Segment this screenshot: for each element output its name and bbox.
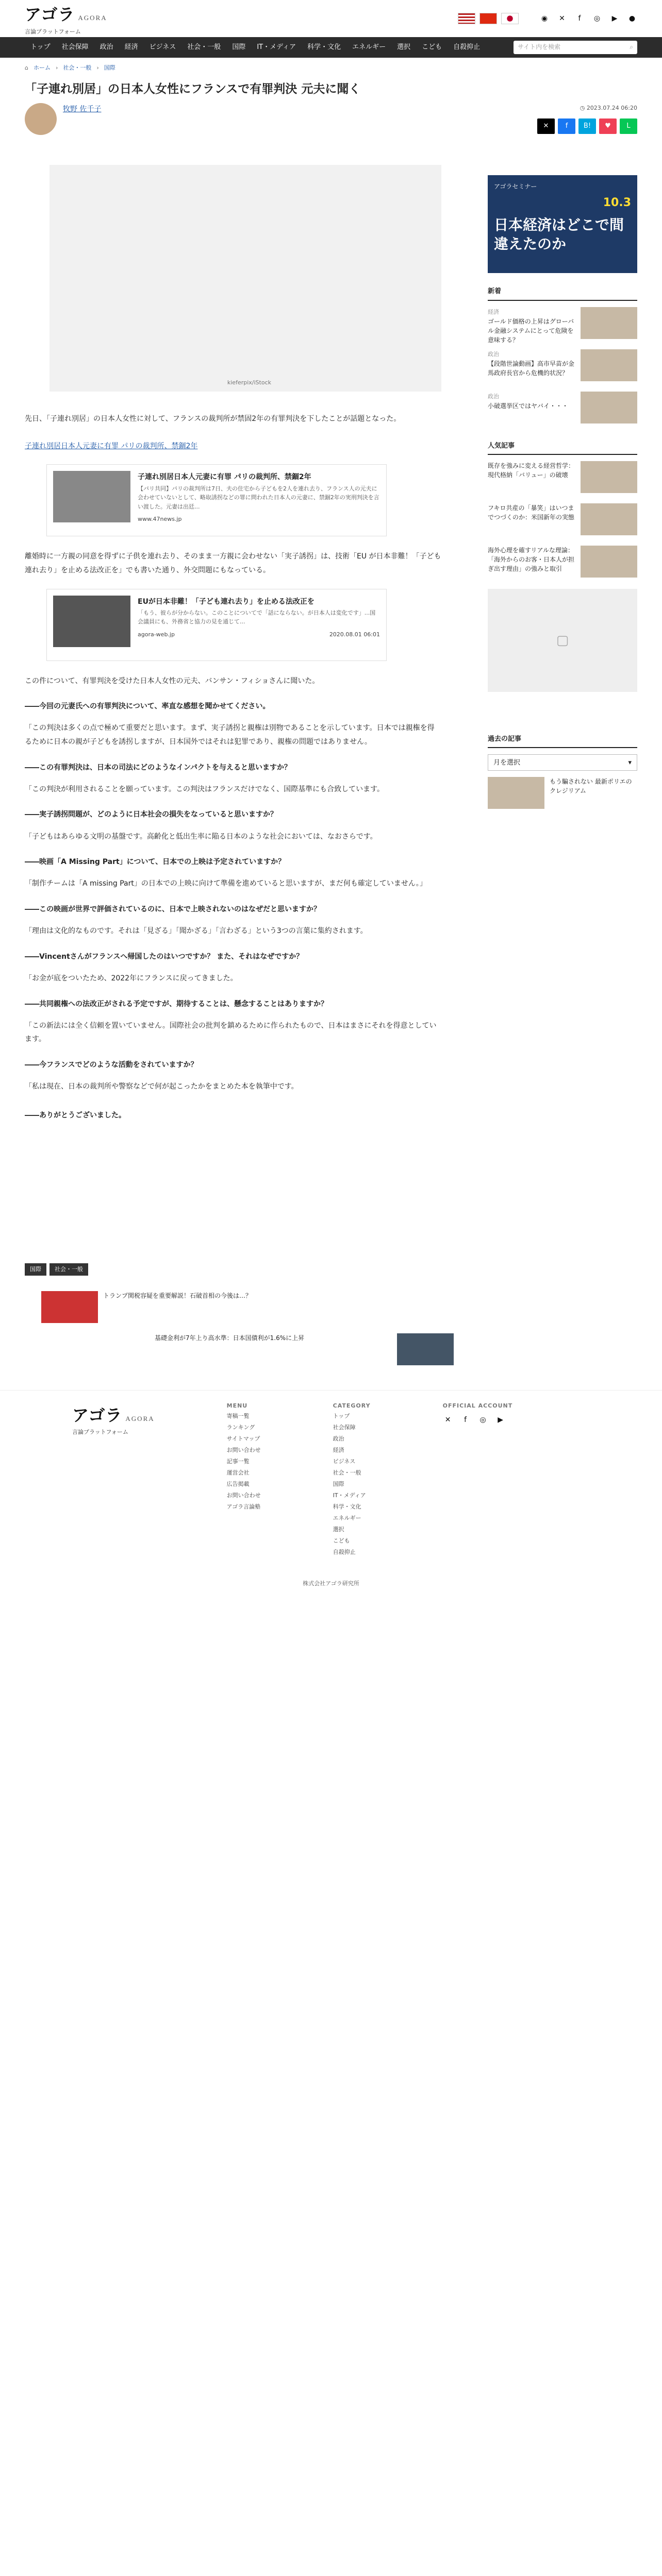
related-articles	[41, 1291, 454, 1369]
footer-category-item[interactable]: IT・メディア	[333, 1492, 366, 1499]
answer: 「子どもはあらゆる文明の基盤です。高齢化と低出生率に陥る日本のような社会においては、なおさらです。	[25, 832, 377, 841]
ranking-text: 既存を強みに変える経営哲学：現代格納「バリュー」の破壊	[488, 462, 575, 479]
link-card[interactable]	[46, 589, 387, 661]
facebook-icon[interactable]: f	[578, 14, 581, 23]
footer-menu-item[interactable]: お問い合わせ	[226, 1492, 261, 1499]
answer: 「この新法には全く信頼を置いていません。国際社会の批判を鎮めるために作られたもので、日本はまさにそれを得意としています。	[25, 1021, 437, 1044]
hero-image	[49, 165, 441, 392]
card-desc: 「もう、彼らが分からない。このことについてで「話にならない。が日本人は変化です」...国会議員にも、外務省と協力の見を通じて...	[138, 609, 376, 625]
breadcrumb-society[interactable]: 社会・一般	[63, 64, 92, 71]
banner-title: 日本経済はどこで間違えたのか	[494, 216, 624, 252]
site-footer	[0, 1390, 662, 1569]
footer-category-item[interactable]: 選択	[333, 1526, 344, 1533]
official-heading: OFFICIAL ACCOUNT	[442, 1402, 513, 1409]
question: ――Vincentさんがフランスへ帰国したのはいつですか？ また、それはなぜですか？	[25, 952, 304, 961]
author-block	[25, 103, 101, 135]
image-credit: kieferpix/iStock	[227, 379, 271, 386]
paragraph: 先日、「子連れ別居」の日本人女性に対して、フランスの裁判所が禁固2年の有罪判決を下したことが話題となった。	[25, 415, 401, 423]
footer-category-item[interactable]: 社会保障	[333, 1424, 356, 1431]
latest-heading: 新着	[488, 285, 637, 300]
latest-item[interactable]	[488, 392, 637, 428]
chevron-down-icon: ▾	[628, 759, 632, 767]
instagram-icon[interactable]: ◎	[593, 14, 601, 23]
footer-category-item[interactable]: 社会・一般	[333, 1469, 361, 1477]
nav-item[interactable]: 国際	[232, 43, 246, 51]
ranking-item[interactable]	[488, 503, 637, 539]
nav-item[interactable]: トップ	[30, 43, 51, 51]
ranking-text: 海外心理を確すリアルな理論：「海外からのお客・日本人が担ぎ出す理由」の強みと取引	[488, 547, 575, 573]
instagram-icon[interactable]: ◎	[479, 1416, 486, 1425]
nav-item[interactable]: IT・メディア	[257, 43, 296, 51]
japan-flag-icon[interactable]	[501, 13, 519, 24]
home-icon: ⌂	[25, 64, 28, 71]
banner-date: 10.3	[603, 196, 631, 209]
answer: 「この判決が利用されることを願っています。この判決はフランスだけでなく、国際基準にも合致しています。	[25, 785, 385, 793]
archive-item[interactable]	[488, 777, 637, 813]
facebook-icon[interactable]: f	[464, 1416, 467, 1425]
latest-thumb	[581, 392, 637, 423]
related-thumb	[41, 1291, 98, 1323]
question: ――実子誘拐問題が、どのように日本社会の損失をなっていると思いますか？	[25, 810, 277, 819]
footer-category-item[interactable]: ビジネス	[333, 1458, 356, 1465]
question: ――この有罪判決は、日本の司法にどのようなインパクトを与えると思いますか？	[25, 763, 292, 772]
latest-category: 経済	[488, 308, 499, 315]
latest-item[interactable]	[488, 307, 637, 343]
answer: 「お金が底をついたため、2022年にフランスに戻ってきました。	[25, 974, 238, 982]
footer-logo-en: AGORA	[125, 1414, 155, 1422]
latest-thumb	[581, 349, 637, 381]
closing: ――ありがとうございました。	[25, 1111, 126, 1120]
answer: 「この判決は多くの点で極めて重要だと思います。まず、実子誘拐と親権は別物であることを示しています。日本では親権を得るために日本の親が子どもを誘拐しますが、日本国外ではそれは犯罪であり、親権の問題ではありません。	[25, 724, 435, 747]
card-desc: 【パリ共同】パリの裁判所は7日、夫の住宅から子どもを2人を連れ去り、フランス人の元夫に会わせていないとして、略取誘拐などの罪に問われた日本人の元妻に、禁錮2年の実刑判決を言い渡した。元妻は出廷...	[138, 485, 379, 510]
card-title: 子連れ別居日本人元妻に有罪 パリの裁判所、禁錮2年	[138, 473, 311, 482]
main-nav	[0, 37, 662, 58]
post-date: 2023.07.24 06:20	[586, 105, 637, 112]
line-icon[interactable]: ●	[628, 14, 636, 23]
archive-select[interactable]	[488, 754, 637, 771]
nav-item[interactable]: 選択	[397, 43, 411, 51]
share-facebook-icon[interactable]: f	[558, 118, 575, 134]
footer-social	[443, 1415, 513, 1425]
x-icon[interactable]: ✕	[444, 1416, 451, 1425]
paragraph: この件について、有罪判決を受けた日本人女性の元夫、バンサン・フィショさんに聞いた。	[25, 676, 320, 685]
footer-category-item[interactable]: 科学・文化	[333, 1503, 361, 1511]
interview-sections	[25, 700, 441, 1093]
latest-text: 【段階世論動画】高市早苗が金馬政府長官から危機的状況？	[488, 360, 575, 377]
ranking-thumb	[581, 503, 637, 535]
card-thumbnail	[53, 471, 130, 522]
footer-logo[interactable]: アゴラ	[72, 1405, 123, 1425]
footer-menu-item[interactable]: 記事一覧	[226, 1458, 250, 1465]
latest-category: 政治	[488, 393, 499, 400]
footer-menu-item[interactable]: 運営会社	[226, 1469, 250, 1477]
breadcrumb: ⌂ ホーム › 社会・一般 › 国際	[0, 58, 662, 78]
footer-menu-item[interactable]: 広告掲載	[226, 1481, 250, 1488]
share-buttons	[503, 118, 637, 134]
card-title: EUが日本非難！「子ども連れ去り」を止める法改正を	[138, 597, 315, 606]
us-flag-icon[interactable]	[458, 13, 475, 24]
archive-heading: 過去の記事	[488, 733, 637, 748]
ranking-thumb	[581, 461, 637, 493]
card-source: www.47news.jp	[138, 516, 182, 523]
paragraph: 離婚時に一方親の同意を得ずに子供を連れ去り、そのまま一方親に会わせない「実子誘拐」は、技術「EU が日本非難！「子ども連れ去り」を止める法改正を」でも書いた通り、外交問題にもなっている。	[25, 552, 441, 575]
footer-category-item[interactable]: 政治	[333, 1435, 344, 1443]
nav-item[interactable]: 社会・一般	[187, 43, 221, 51]
seminar-banner[interactable]	[488, 175, 637, 273]
share-hatena-icon[interactable]: B!	[578, 118, 596, 134]
footer-menu-item[interactable]: サイトマップ	[226, 1435, 260, 1443]
search-placeholder: サイト内を検索	[518, 43, 561, 51]
breadcrumb-intl[interactable]: 国際	[104, 64, 115, 71]
avatar[interactable]	[25, 103, 57, 135]
clock-icon: ◷	[580, 105, 587, 112]
social-links	[539, 13, 637, 24]
nav-item[interactable]: ビジネス	[149, 43, 176, 51]
latest-thumb	[581, 307, 637, 339]
share-line-icon[interactable]: L	[620, 118, 637, 134]
archive-item-text: もう騙されない 最新ポリエのクレジリアム	[550, 778, 632, 795]
footer-category-item[interactable]: トップ	[333, 1413, 350, 1420]
related-item[interactable]	[41, 1291, 454, 1327]
search-input[interactable]	[514, 41, 637, 54]
answer: 「私は現在、日本の裁判所や警察などで何が起こったかをまとめた本を執筆中です。	[25, 1082, 299, 1091]
article-body	[25, 144, 441, 1122]
footer-category-item[interactable]: こども	[333, 1537, 350, 1545]
latest-text: 小破選挙区ではヤバイ・・・	[488, 402, 569, 410]
footer-logo-sub: 言論プラットフォーム	[72, 1429, 128, 1436]
language-flags	[458, 13, 519, 24]
ranking-heading: 人気記事	[488, 440, 637, 455]
footer-menu-item[interactable]: 寄稿一覧	[226, 1413, 250, 1420]
tag-list	[25, 1256, 637, 1276]
youtube-icon[interactable]: ▶	[611, 14, 618, 23]
nav-item[interactable]: 科学・文化	[307, 43, 341, 51]
footer-category-item[interactable]: エネルギー	[333, 1515, 361, 1522]
logo[interactable]	[25, 0, 107, 37]
question: ――映画「A Missing Part」について、日本での上映は予定されていますか？	[25, 858, 286, 867]
x-icon[interactable]: ✕	[559, 14, 565, 23]
logo-subtitle: 言論プラットフォーム	[25, 28, 81, 35]
question: ――共同親権への法改正がされる予定ですが、期待することは、懸念することはありますか？	[25, 999, 328, 1008]
ranking-thumb	[581, 546, 637, 578]
sidebar	[488, 144, 637, 1122]
search-icon[interactable]: ⌕	[630, 43, 633, 51]
share-x-icon[interactable]: ✕	[537, 118, 555, 134]
ad-placeholder: ▢	[488, 589, 637, 692]
nav-item[interactable]: 政治	[100, 43, 113, 51]
archive-thumb	[488, 777, 544, 809]
logo-en: AGORA	[78, 14, 107, 22]
footer-category-item[interactable]: 自殺抑止	[333, 1549, 356, 1556]
tag[interactable]: 社会・一般	[49, 1263, 88, 1276]
nav-item[interactable]: エネルギー	[352, 43, 386, 51]
footer-menu-item[interactable]: アゴラ言論塾	[226, 1503, 261, 1511]
question: ――今フランスでどのような活動をされていますか？	[25, 1060, 198, 1069]
link-card[interactable]	[46, 464, 387, 536]
latest-item[interactable]	[488, 349, 637, 385]
breadcrumb-home[interactable]: ホーム	[33, 64, 51, 71]
share-pocket-icon[interactable]: ♥	[599, 118, 617, 134]
menu-heading: MENU	[226, 1402, 248, 1409]
youtube-icon[interactable]: ▶	[498, 1416, 503, 1425]
site-header	[0, 0, 662, 37]
question: ――この映画が世界で評価されているのに、日本で上映されないのはなぜだと思いますか？	[25, 905, 321, 913]
card-source: agora-web.jp	[138, 631, 175, 638]
answer: 「制作チームは「A missing Part」の日本での上映に向けて準備を進めていると思いますが、まだ何も確定していません。」	[25, 879, 427, 888]
logo-text: アゴラ	[25, 5, 75, 24]
page-title: 「子連れ別居」の日本人女性にフランスで有罪判決 元夫に聞く	[25, 82, 361, 96]
footer-menu-item[interactable]: お問い合わせ	[226, 1447, 261, 1454]
footer-menu-item[interactable]: ランキング	[226, 1424, 255, 1431]
card-thumbnail	[53, 596, 130, 647]
ranking-item[interactable]	[488, 546, 637, 582]
category-heading: CATEGORY	[333, 1402, 371, 1409]
copyright: 株式会社アゴラ研究所	[303, 1580, 359, 1587]
footer-category-item[interactable]: 国際	[333, 1481, 344, 1488]
related-text: トランプ関税容疑を重要解説！石破首相の今後は…？	[103, 1292, 252, 1299]
ranking-text: フキロ共産の「暴笑」はいつまでつづくのか：米国新年の実態	[488, 504, 575, 521]
latest-text: ゴールド価格の上昇はグローバル金融システムにとって危険を意味する？	[488, 318, 574, 344]
china-flag-icon[interactable]	[479, 13, 497, 24]
nav-item[interactable]: 社会保障	[61, 43, 89, 51]
ranking-item[interactable]	[488, 461, 637, 497]
related-text: 基礎金利が7年上り高水準：日本国債利が1.6%に上昇	[155, 1334, 305, 1342]
footer-category-item[interactable]: 経済	[333, 1447, 344, 1454]
nav-item[interactable]: 経済	[124, 43, 138, 51]
related-item[interactable]	[155, 1333, 454, 1369]
latest-category: 政治	[488, 350, 499, 358]
question: ――今回の元妻氏への有罪判決について、率直な感想を聞かせてください。	[25, 702, 270, 711]
nav-item[interactable]: こども	[422, 43, 442, 51]
rss-icon[interactable]: ◉	[541, 14, 548, 23]
answer: 「理由は文化的なものです。それは「見ざる」「聞かざる」「言わざる」という3つの言葉に集約されます。	[25, 927, 368, 936]
archive-select-value: 月を選択	[493, 759, 521, 767]
related-thumb	[397, 1333, 454, 1365]
card-date: 2020.08.01 06:01	[329, 631, 380, 638]
nav-item[interactable]: 自殺抑止	[453, 43, 481, 51]
news-link[interactable]: 子連れ別居日本人元妻に有罪 パリの裁判所、禁錮2年	[25, 442, 198, 450]
banner-label: アゴラセミナー	[494, 183, 537, 191]
author-link[interactable]: 牧野 佐千子	[63, 105, 102, 114]
tag[interactable]: 国際	[25, 1263, 46, 1276]
